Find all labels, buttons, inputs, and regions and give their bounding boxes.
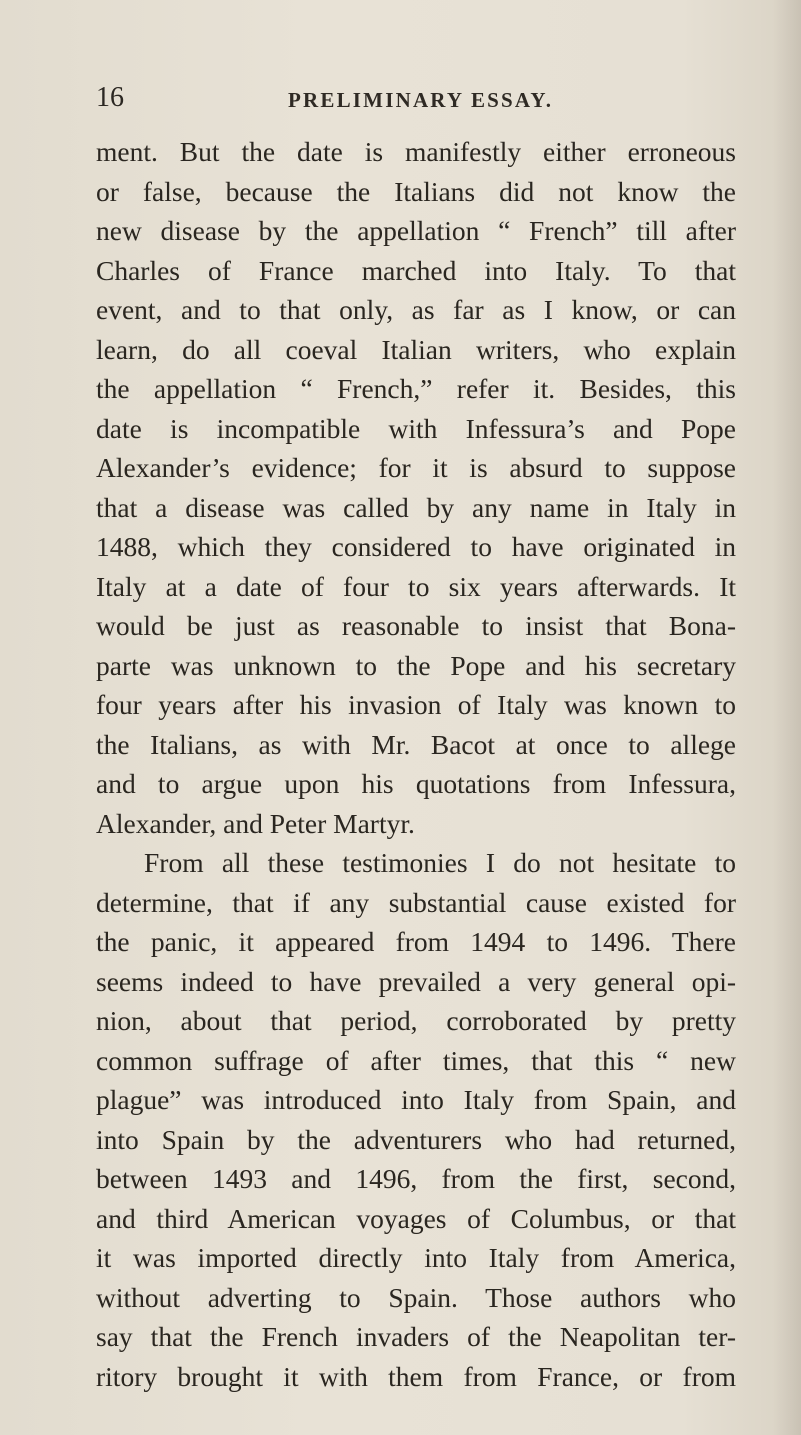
- text-line: would be just as reasonable to insist that Bona-: [96, 610, 736, 641]
- running-head: PRELIMINARY ESSAY.: [288, 88, 554, 112]
- text-line: Alexander, and Peter Martyr.: [96, 807, 415, 839]
- text-line: Italy at a date of four to six years afterwards. It: [96, 570, 736, 602]
- text-line: ritory brought it with them from France, or from: [96, 1360, 736, 1392]
- text-line: ment. But the date is manifestly either erroneous: [96, 136, 736, 167]
- text-line: the appellation “ French,” refer it. Besides, this: [96, 373, 736, 404]
- text-line: determine, that if any substantial cause existed for: [96, 886, 736, 918]
- text-line: date is incompatible with Infessura’s and Pope: [96, 412, 736, 444]
- text-line: seems indeed to have prevailed a very general opi-: [96, 965, 736, 997]
- text-line: common suffrage of after times, that this “ new: [96, 1044, 736, 1076]
- text-line: between 1493 and 1496, from the first, second,: [96, 1163, 736, 1194]
- text-line: and to argue upon his quotations from Infessura,: [96, 768, 736, 799]
- text-line: new disease by the appellation “ French” till after: [96, 215, 736, 246]
- text-line: say that the French invaders of the Neapolitan ter-: [96, 1321, 736, 1352]
- text-line: Charles of France marched into Italy. To that: [96, 254, 736, 286]
- text-line: the panic, it appeared from 1494 to 1496. There: [96, 926, 736, 957]
- text-line: event, and to that only, as far as I know, or can: [96, 294, 736, 325]
- body-text: [96, 132, 736, 1396]
- page-edge-shadow: [773, 0, 801, 1435]
- page-number: 16: [96, 82, 124, 113]
- text-line: plague” was introduced into Italy from Spain, and: [96, 1084, 736, 1115]
- text-line: nion, about that period, corroborated by pretty: [96, 1005, 736, 1036]
- text-line: or false, because the Italians did not know the: [96, 175, 736, 207]
- text-line: it was imported directly into Italy from America,: [96, 1242, 736, 1273]
- text-line: that a disease was called by any name in Italy in: [96, 491, 736, 523]
- text-line: From all these testimonies I do not hesitate to: [144, 847, 736, 878]
- text-line: and third American voyages of Columbus, or that: [96, 1202, 736, 1234]
- text-line: learn, do all coeval Italian writers, who explain: [96, 333, 736, 365]
- text-line: 1488, which they considered to have originated in: [96, 531, 736, 562]
- text-line: the Italians, as with Mr. Bacot at once to allege: [96, 728, 736, 760]
- text-line: without adverting to Spain. Those authors who: [96, 1281, 736, 1313]
- text-line: parte was unknown to the Pope and his secretary: [96, 649, 736, 681]
- text-line: four years after his invasion of Italy was known to: [96, 689, 736, 720]
- page-header: [96, 82, 736, 122]
- text-line: Alexander’s evidence; for it is absurd to suppose: [96, 452, 736, 483]
- text-line: into Spain by the adventurers who had returned,: [96, 1123, 736, 1155]
